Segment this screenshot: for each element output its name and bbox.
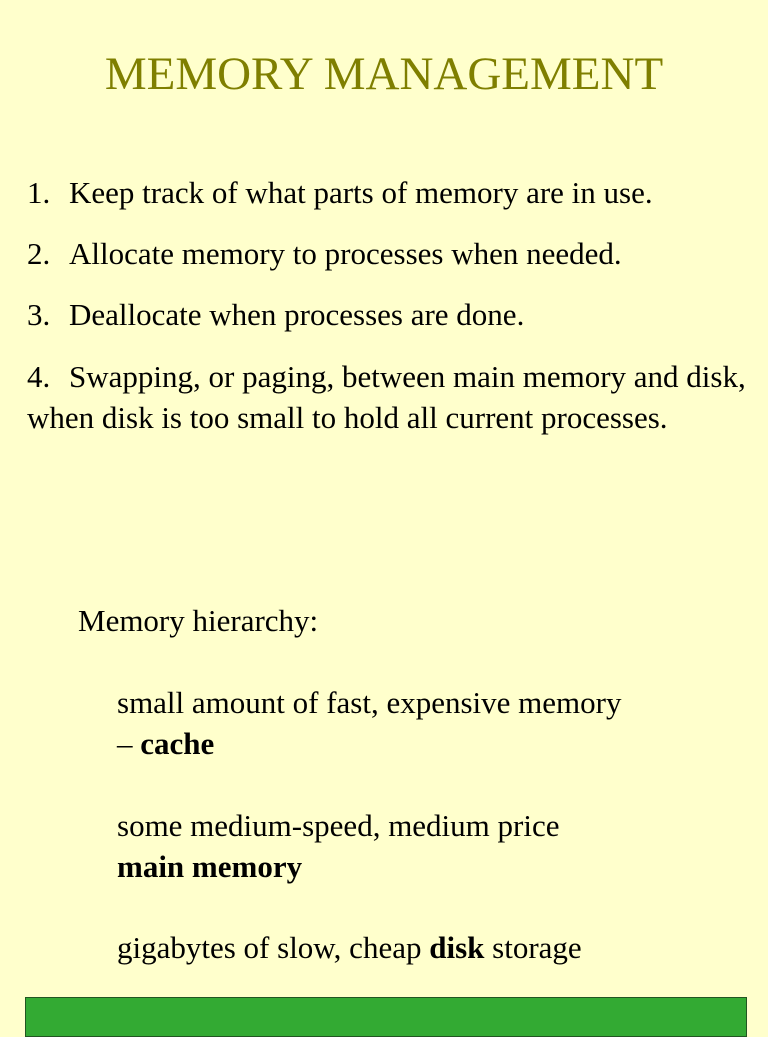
footer-bar <box>25 997 747 1037</box>
hierarchy-item-term: disk <box>429 930 485 965</box>
hierarchy-item-term: main memory <box>117 849 303 884</box>
list-item-number: 1. <box>27 175 51 210</box>
hierarchy-item-text: some medium-speed, medium price <box>117 808 560 843</box>
list-item-text: Deallocate when processes are done. <box>69 297 525 332</box>
slide-title: MEMORY MANAGEMENT <box>104 48 664 100</box>
hierarchy-item-text: small amount of fast, expensive memory <box>117 685 622 720</box>
list-item <box>27 294 747 335</box>
hierarchy-item-prefix: – <box>117 726 141 761</box>
list-item-text: Allocate memory to processes when needed. <box>69 236 622 271</box>
hierarchy-item-cache <box>117 682 737 764</box>
hierarchy-item-disk <box>117 927 737 968</box>
hierarchy-item-suffix: storage <box>484 930 582 965</box>
list-item <box>27 233 747 274</box>
list-item-text: Keep track of what parts of memory are in use. <box>69 175 653 210</box>
list-item-text: Swapping, or paging, between main memory and disk, when disk is too small to hold all current processes. <box>27 359 746 435</box>
hierarchy-item-text: gigabytes of slow, cheap <box>117 930 430 965</box>
list-item-number: 2. <box>27 236 51 271</box>
list-item-number: 4. <box>27 359 51 394</box>
list-item-number: 3. <box>27 297 51 332</box>
list-item <box>27 356 747 438</box>
list-item <box>27 172 747 213</box>
hierarchy-heading: Memory hierarchy: <box>78 603 319 638</box>
hierarchy-item-main-memory <box>117 805 737 887</box>
hierarchy-item-term: cache <box>140 726 215 761</box>
